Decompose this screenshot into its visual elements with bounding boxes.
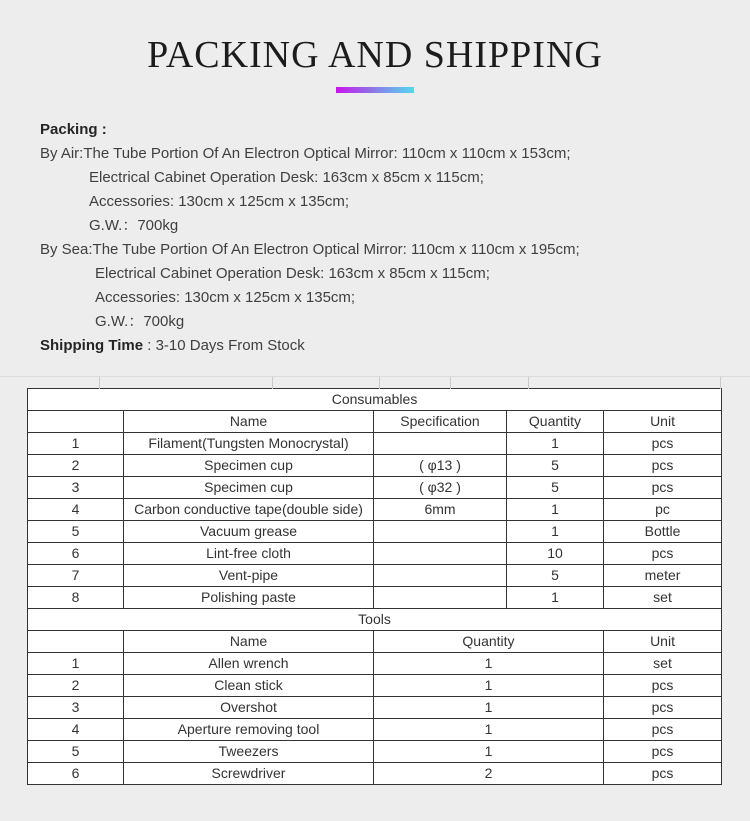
consumables-section-row	[28, 389, 722, 411]
consumables-section-label: Consumables	[28, 389, 722, 411]
packing-section	[40, 118, 730, 358]
cell-quantity: 1	[507, 433, 604, 455]
cell-index: 3	[28, 697, 124, 719]
cell-quantity: 1	[374, 719, 604, 741]
packing-spec-table	[27, 388, 722, 785]
column-header-quantity: Quantity	[374, 631, 604, 653]
cell-unit: meter	[604, 565, 722, 587]
cell-index: 4	[28, 499, 124, 521]
cell-index: 6	[28, 543, 124, 565]
page-header	[0, 0, 750, 93]
cell-name: Tweezers	[124, 741, 374, 763]
cell-unit: pcs	[604, 543, 722, 565]
grid-stub	[720, 377, 721, 389]
cell-index: 6	[28, 763, 124, 785]
cell-name: Overshot	[124, 697, 374, 719]
by-sea-line	[40, 238, 730, 262]
cell-specification	[374, 587, 507, 609]
cell-quantity: 1	[507, 521, 604, 543]
cell-name: Carbon conductive tape(double side)	[124, 499, 374, 521]
cropped-grid-remnant	[0, 376, 750, 388]
cell-unit: pcs	[604, 433, 722, 455]
cell-index: 2	[28, 455, 124, 477]
page-title: PACKING AND SHIPPING	[147, 34, 603, 76]
cell-specification: ( φ13 )	[374, 455, 507, 477]
cell-name: Vacuum grease	[124, 521, 374, 543]
by-sea-dimensions: The Tube Portion Of An Electron Optical Mirror: 110cm x 110cm x 195cm;	[92, 241, 580, 258]
cell-quantity: 1	[374, 675, 604, 697]
by-sea-label: By Sea:	[40, 241, 93, 258]
cell-name: Polishing paste	[124, 587, 374, 609]
shipping-time-value: : 3-10 Days From Stock	[147, 337, 305, 354]
by-air-line	[40, 142, 730, 166]
cell-quantity: 1	[374, 741, 604, 763]
by-air-cabinet: Electrical Cabinet Operation Desk: 163cm x 85cm x 115cm;	[89, 169, 484, 186]
cell-quantity: 1	[374, 697, 604, 719]
table-row	[28, 697, 722, 719]
by-air-accessories: Accessories: 130cm x 125cm x 135cm;	[89, 193, 350, 210]
cell-index: 5	[28, 741, 124, 763]
cell-index: 4	[28, 719, 124, 741]
grid-stub	[272, 377, 273, 389]
cell-index: 5	[28, 521, 124, 543]
table-row	[28, 565, 722, 587]
cell-unit: pcs	[604, 697, 722, 719]
tools-section-label: Tools	[28, 609, 722, 631]
cell-quantity: 1	[374, 653, 604, 675]
cell-quantity: 1	[507, 587, 604, 609]
grid-stub	[379, 377, 380, 389]
column-header-quantity: Quantity	[507, 411, 604, 433]
cell-unit: pcs	[604, 455, 722, 477]
cell-specification	[374, 543, 507, 565]
column-header-index	[28, 631, 124, 653]
cell-unit: set	[604, 653, 722, 675]
cell-quantity: 5	[507, 477, 604, 499]
table-row	[28, 653, 722, 675]
grid-stub	[450, 377, 451, 389]
by-sea-weight: G.W.：700kg	[95, 313, 185, 330]
cell-quantity: 10	[507, 543, 604, 565]
cell-name: Aperture removing tool	[124, 719, 374, 741]
cell-specification: ( φ32 )	[374, 477, 507, 499]
cell-name: Filament(Tungsten Monocrystal)	[124, 433, 374, 455]
column-header-unit: Unit	[604, 411, 722, 433]
table-row	[28, 675, 722, 697]
tools-section-row	[28, 609, 722, 631]
column-header-index	[28, 411, 124, 433]
cell-unit: pcs	[604, 675, 722, 697]
cell-quantity: 1	[507, 499, 604, 521]
cell-unit: pcs	[604, 763, 722, 785]
column-header-unit: Unit	[604, 631, 722, 653]
cell-quantity: 5	[507, 455, 604, 477]
by-sea-cabinet: Electrical Cabinet Operation Desk: 163cm x 85cm x 115cm;	[95, 265, 490, 282]
table-row	[28, 455, 722, 477]
cell-specification	[374, 433, 507, 455]
table-row	[28, 543, 722, 565]
column-header-specification: Specification	[374, 411, 507, 433]
packing-heading: Packing :	[40, 121, 107, 138]
cell-name: Clean stick	[124, 675, 374, 697]
table-row	[28, 719, 722, 741]
table-row	[28, 587, 722, 609]
cell-specification: 6mm	[374, 499, 507, 521]
cell-name: Specimen cup	[124, 455, 374, 477]
cell-unit: pcs	[604, 741, 722, 763]
cell-name: Vent-pipe	[124, 565, 374, 587]
cell-index: 3	[28, 477, 124, 499]
column-header-name: Name	[124, 411, 374, 433]
cell-unit: Bottle	[604, 521, 722, 543]
cell-index: 8	[28, 587, 124, 609]
table-row	[28, 433, 722, 455]
cell-unit: pcs	[604, 719, 722, 741]
column-header-name: Name	[124, 631, 374, 653]
cell-name: Lint-free cloth	[124, 543, 374, 565]
cell-index: 7	[28, 565, 124, 587]
grid-stub	[528, 377, 529, 389]
by-air-weight: G.W.：700kg	[89, 217, 179, 234]
cell-name: Screwdriver	[124, 763, 374, 785]
cell-quantity: 2	[374, 763, 604, 785]
by-sea-accessories: Accessories: 130cm x 125cm x 135cm;	[95, 289, 356, 306]
table-row	[28, 763, 722, 785]
table-row	[28, 741, 722, 763]
cell-unit: pcs	[604, 477, 722, 499]
table-row	[28, 477, 722, 499]
shipping-time-label: Shipping Time	[40, 337, 144, 354]
table-row	[28, 499, 722, 521]
table-row	[28, 521, 722, 543]
title-underline	[336, 87, 414, 93]
cell-index: 1	[28, 653, 124, 675]
by-air-label: By Air:	[40, 145, 84, 162]
cell-index: 1	[28, 433, 124, 455]
cell-name: Allen wrench	[124, 653, 374, 675]
cell-name: Specimen cup	[124, 477, 374, 499]
consumables-header-row	[28, 411, 722, 433]
tools-header-row	[28, 631, 722, 653]
cell-unit: pc	[604, 499, 722, 521]
cell-specification	[374, 565, 507, 587]
cell-quantity: 5	[507, 565, 604, 587]
by-air-dimensions: The Tube Portion Of An Electron Optical Mirror: 110cm x 110cm x 153cm;	[83, 145, 571, 162]
grid-stub	[99, 377, 100, 389]
cell-index: 2	[28, 675, 124, 697]
shipping-time-line	[40, 334, 730, 358]
cell-specification	[374, 521, 507, 543]
cell-unit: set	[604, 587, 722, 609]
